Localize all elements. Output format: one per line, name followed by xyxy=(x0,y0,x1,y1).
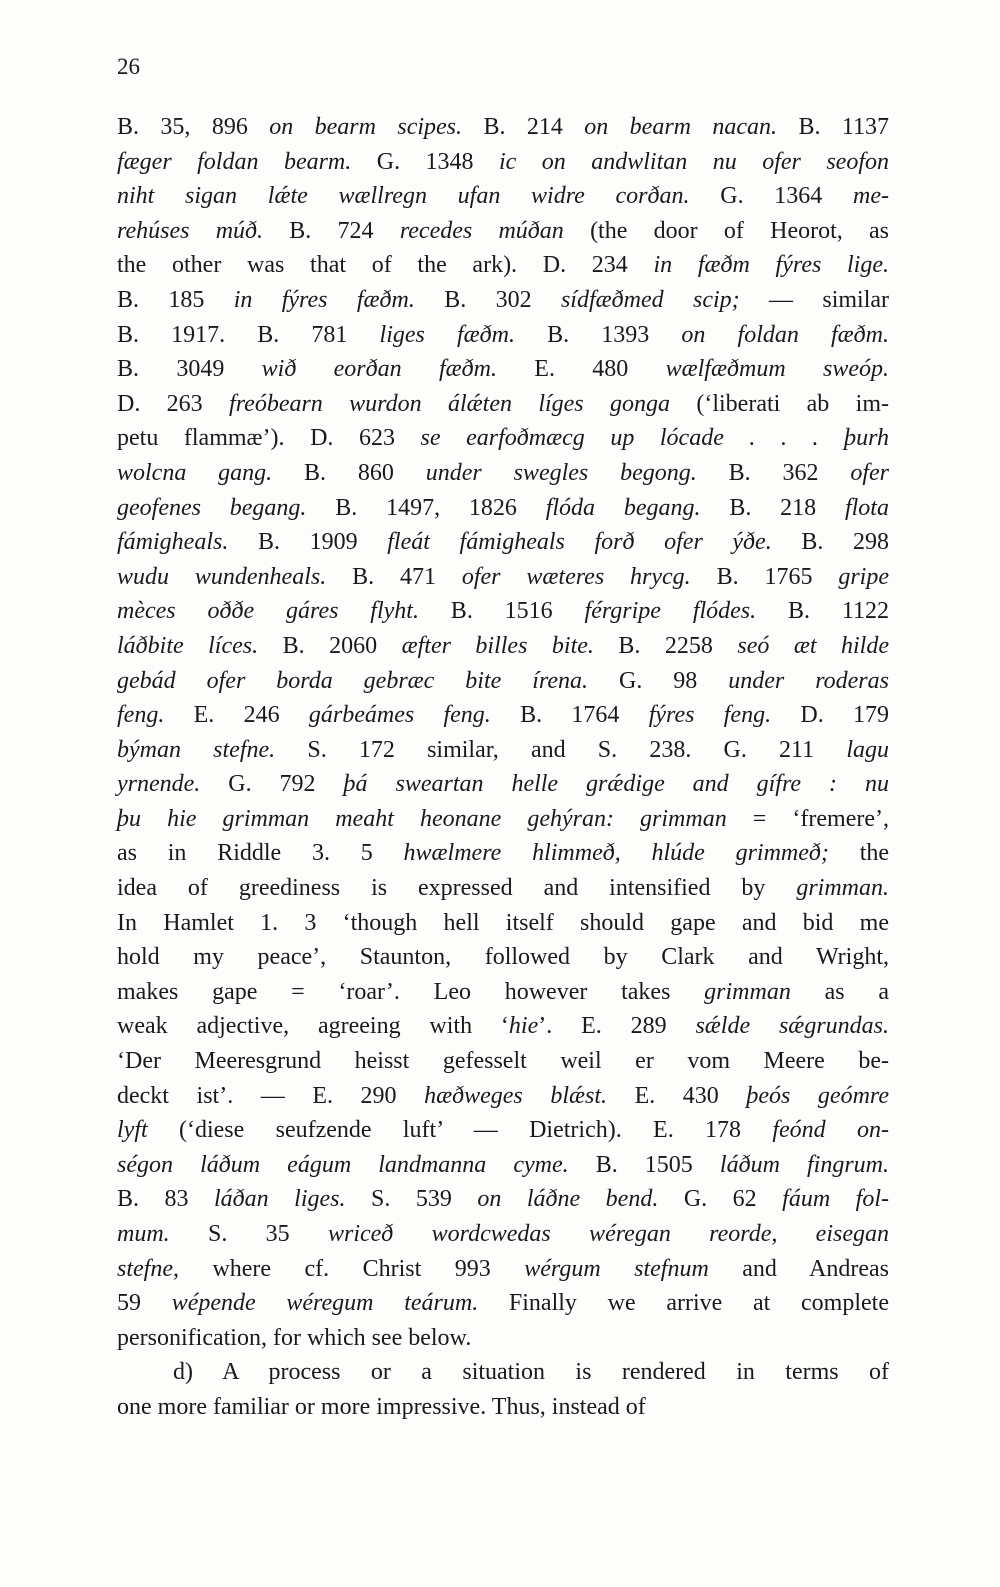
text-line xyxy=(117,1217,889,1252)
old-english-quote: wolcna gang. xyxy=(117,459,273,486)
old-english-quote: seó æt hilde xyxy=(737,632,889,659)
text-line xyxy=(117,940,889,975)
text-line xyxy=(117,1355,889,1390)
old-english-quote: ic on andwlitan nu ofer seofon xyxy=(499,148,889,175)
text-run: B. 302 xyxy=(414,286,561,313)
text-run: D. 263 xyxy=(117,390,230,417)
old-english-quote: rehúses múð. xyxy=(117,217,264,244)
text-run: D. 179 xyxy=(771,702,889,729)
paragraph xyxy=(117,1355,889,1424)
text-run: B. 3049 xyxy=(117,356,262,383)
old-english-quote: on bearm nacan. xyxy=(584,114,778,140)
old-english-quote: flóda begang. xyxy=(545,494,701,521)
old-english-quote: fáum fol- xyxy=(782,1186,889,1213)
old-english-quote: ofer xyxy=(850,459,889,486)
old-english-quote: se earfoðmæcg up lócade . . . þurh xyxy=(420,425,889,452)
text-run: as a xyxy=(790,978,889,1005)
old-english-quote: geofenes begang. xyxy=(117,494,307,521)
text-line xyxy=(117,1286,889,1321)
text-run: B. 2060 xyxy=(258,632,402,659)
text-run: B. 218 xyxy=(700,494,845,521)
text-run: In Hamlet 1. 3 ‘though hell itself should gape and bid me xyxy=(117,909,889,936)
text-line xyxy=(117,145,889,180)
old-english-quote: sídfæðmed scip; xyxy=(560,286,740,313)
text-line xyxy=(117,836,889,871)
text-run: — similar xyxy=(739,286,890,313)
old-english-quote: stefne, xyxy=(117,1255,179,1282)
text-run: G. 1348 xyxy=(351,148,499,175)
text-line xyxy=(117,421,889,456)
old-english-quote: lagu xyxy=(846,736,889,763)
old-english-quote: flota xyxy=(844,494,889,521)
text-run: the xyxy=(828,840,890,867)
old-english-quote: gripe xyxy=(838,563,889,590)
old-english-quote: gebád ofer borda gebræc bite írena. xyxy=(117,667,589,694)
old-english-quote: fæger foldan bearm. xyxy=(117,148,352,175)
text-run: E. 246 xyxy=(164,702,309,729)
text-run: B. 860 xyxy=(272,459,426,486)
text-line xyxy=(117,975,889,1010)
text-line xyxy=(117,664,889,699)
text-line xyxy=(117,387,889,422)
text-run: E. 430 xyxy=(607,1082,747,1109)
old-english-quote: freóbearn wurdon álǽten líges gonga xyxy=(229,390,670,417)
text-run: petu flammæ’). D. 623 xyxy=(117,425,421,452)
old-english-quote: on láðne bend. xyxy=(477,1186,659,1213)
text-run: Finally we arrive at complete xyxy=(478,1290,889,1317)
old-english-quote: ségon láðum eágum landmanna cyme. xyxy=(117,1151,569,1178)
text-run: idea of greediness is expressed and intensified by xyxy=(117,875,797,902)
text-run: one more familiar or more impressive. Thus, instead of xyxy=(117,1393,646,1420)
old-english-quote: hwælmere hlimmeð, hlúde grimmeð; xyxy=(403,840,829,867)
text-line xyxy=(117,1148,889,1183)
text-line xyxy=(117,110,889,145)
text-run: G. 98 xyxy=(588,667,729,694)
old-english-quote: býman stefne. xyxy=(117,736,276,763)
text-line xyxy=(117,594,889,629)
text-line xyxy=(117,352,889,387)
text-run: where cf. Christ 993 xyxy=(178,1255,525,1282)
text-run: B. 1917. B. 781 xyxy=(117,321,380,348)
text-run: = ‘fremere’, xyxy=(726,805,889,832)
old-english-quote: sǽlde sǽgrundas. xyxy=(695,1013,889,1040)
text-line xyxy=(117,733,889,768)
old-english-quote: wriceð wordcwedas wéregan reorde, eisegan xyxy=(327,1221,889,1247)
text-line xyxy=(117,1182,889,1217)
text-line xyxy=(117,283,889,318)
old-english-quote: on bearm scipes. xyxy=(269,114,463,140)
old-english-quote: me- xyxy=(853,183,889,210)
text-run: B. 1516 xyxy=(418,598,585,625)
text-run: ’. E. 289 xyxy=(538,1013,696,1040)
old-english-quote: hæðweges blǽst. xyxy=(424,1082,608,1109)
old-english-quote: yrnende. xyxy=(117,771,201,798)
text-run: and Andreas xyxy=(708,1255,889,1282)
text-run: B. 1909 xyxy=(228,529,388,556)
text-run: B. 1137 xyxy=(777,114,889,140)
text-run: ‘Der Meeresgrund heisst gefesselt weil er vom Meere be- xyxy=(117,1048,889,1075)
paragraph xyxy=(117,110,889,1355)
old-english-quote: grimman xyxy=(704,978,791,1005)
text-line xyxy=(117,456,889,491)
old-english-quote: hie xyxy=(508,1013,539,1040)
text-line xyxy=(117,1044,889,1079)
text-line xyxy=(117,698,889,733)
old-english-quote: fámigheals. xyxy=(117,529,229,556)
text-line xyxy=(117,767,889,802)
text-run: B. 724 xyxy=(263,217,400,244)
text-run: G. 792 xyxy=(200,771,344,798)
text-run: B. 471 xyxy=(326,563,462,590)
text-run: B. 362 xyxy=(696,459,851,486)
text-run: B. 1765 xyxy=(690,563,839,590)
text-line xyxy=(117,871,889,906)
old-english-quote: feónd on- xyxy=(772,1117,890,1144)
text-line xyxy=(117,1390,889,1425)
old-english-quote: niht sigan lǽte wællregn ufan widre corðan. xyxy=(117,183,690,210)
text-line xyxy=(117,491,889,526)
text-line xyxy=(117,179,889,214)
text-run: d) A process or a situation is rendered in terms of xyxy=(173,1359,889,1386)
text-run: (‘diese seufzende luft’ — Dietrich). E. 178 xyxy=(147,1117,773,1144)
old-english-quote: wælfæðmum sweóp. xyxy=(665,356,889,383)
old-english-quote: mèces oððe gáres flyht. xyxy=(117,598,419,625)
old-english-quote: férgripe flódes. xyxy=(584,598,757,625)
text-line xyxy=(117,1113,889,1148)
text-line xyxy=(117,1009,889,1044)
old-english-quote: ofer wæteres hrycg. xyxy=(461,563,691,590)
text-line xyxy=(117,1321,889,1356)
text-run: hold my peace’, Staunton, followed by Clark and Wright, xyxy=(117,944,889,971)
old-english-quote: wérgum stefnum xyxy=(524,1255,709,1282)
text-run: B. 2258 xyxy=(593,632,738,659)
old-english-quote: in fæðm fýres lige. xyxy=(653,252,889,279)
old-english-quote: wudu wundenheals. xyxy=(117,563,327,590)
text-run: S. 172 similar, and S. 238. G. 211 xyxy=(275,736,847,763)
old-english-quote: láðan liges. xyxy=(214,1186,346,1213)
text-run: weak adjective, agreeing with ‘ xyxy=(117,1013,509,1040)
text-run: B. 1393 xyxy=(515,321,682,348)
text-line xyxy=(117,802,889,837)
text-run: B. 298 xyxy=(771,529,889,556)
text-run: S. 539 xyxy=(345,1186,478,1213)
text-run: (the door of Heorot, as xyxy=(563,217,890,244)
old-english-quote: lyft xyxy=(117,1117,148,1144)
old-english-quote: feng. xyxy=(117,702,165,729)
old-english-quote: gárbeámes feng. xyxy=(308,702,491,729)
old-english-quote: láðum fingrum. xyxy=(719,1151,890,1178)
text-run: B. 83 xyxy=(117,1186,215,1213)
text-line xyxy=(117,214,889,249)
old-english-quote: fleát fámigheals forð ofer ýðe. xyxy=(387,529,772,556)
text-run: 59 xyxy=(117,1290,172,1317)
text-run: S. 35 xyxy=(169,1221,328,1247)
old-english-quote: grimman. xyxy=(796,875,889,902)
text-run: as in Riddle 3. 5 xyxy=(117,840,404,867)
page-number: 26 xyxy=(117,54,140,79)
text-line xyxy=(117,525,889,560)
old-english-quote: mum. xyxy=(117,1221,170,1247)
text-run: B. 35, 896 xyxy=(117,114,270,140)
text-line xyxy=(117,560,889,595)
text-line xyxy=(117,906,889,941)
old-english-quote: under roderas xyxy=(728,667,889,694)
old-english-quote: æfter billes bite. xyxy=(401,632,594,659)
text-line xyxy=(117,629,889,664)
text-run: B. 1764 xyxy=(490,702,649,729)
text-run: B. 1122 xyxy=(756,598,889,625)
text-line xyxy=(117,318,889,353)
old-english-quote: þeós geómre xyxy=(746,1082,889,1109)
text-line xyxy=(117,1252,889,1287)
text-run: G. 62 xyxy=(658,1186,783,1213)
text-run: (‘liberati ab im- xyxy=(670,390,889,417)
text-run: E. 480 xyxy=(496,356,666,383)
text-run: B. 1497, 1826 xyxy=(306,494,546,521)
text-line xyxy=(117,248,889,283)
old-english-quote: þu hie grimman meaht heonane gehýran: grimman xyxy=(117,805,727,832)
old-english-quote: fýres feng. xyxy=(648,702,772,729)
body-text xyxy=(117,110,889,1425)
text-run: deckt ist’. — E. 290 xyxy=(117,1082,425,1109)
text-run: personification, for which see below. xyxy=(117,1324,472,1351)
old-english-quote: liges fæðm. xyxy=(379,321,515,348)
old-english-quote: wið eorðan fæðm. xyxy=(261,356,497,383)
old-english-quote: recedes múðan xyxy=(399,217,564,244)
old-english-quote: in fýres fæðm. xyxy=(233,286,415,313)
text-run: G. 1364 xyxy=(689,183,854,210)
text-run: makes gape = ‘roar’. Leo however takes xyxy=(117,978,705,1005)
old-english-quote: wépende wéregum teárum. xyxy=(171,1290,479,1317)
text-run: B. 1505 xyxy=(568,1151,720,1178)
old-english-quote: þá sweartan helle grǽdige and gífre : nu xyxy=(343,771,889,798)
old-english-quote: under swegles begong. xyxy=(425,459,697,486)
text-run: B. 185 xyxy=(117,286,234,313)
text-line xyxy=(117,1079,889,1114)
old-english-quote: on foldan fæðm. xyxy=(681,321,890,348)
text-run: the other was that of the ark). D. 234 xyxy=(117,252,654,279)
text-run: B. 214 xyxy=(462,114,585,140)
old-english-quote: láðbite líces. xyxy=(117,632,259,659)
